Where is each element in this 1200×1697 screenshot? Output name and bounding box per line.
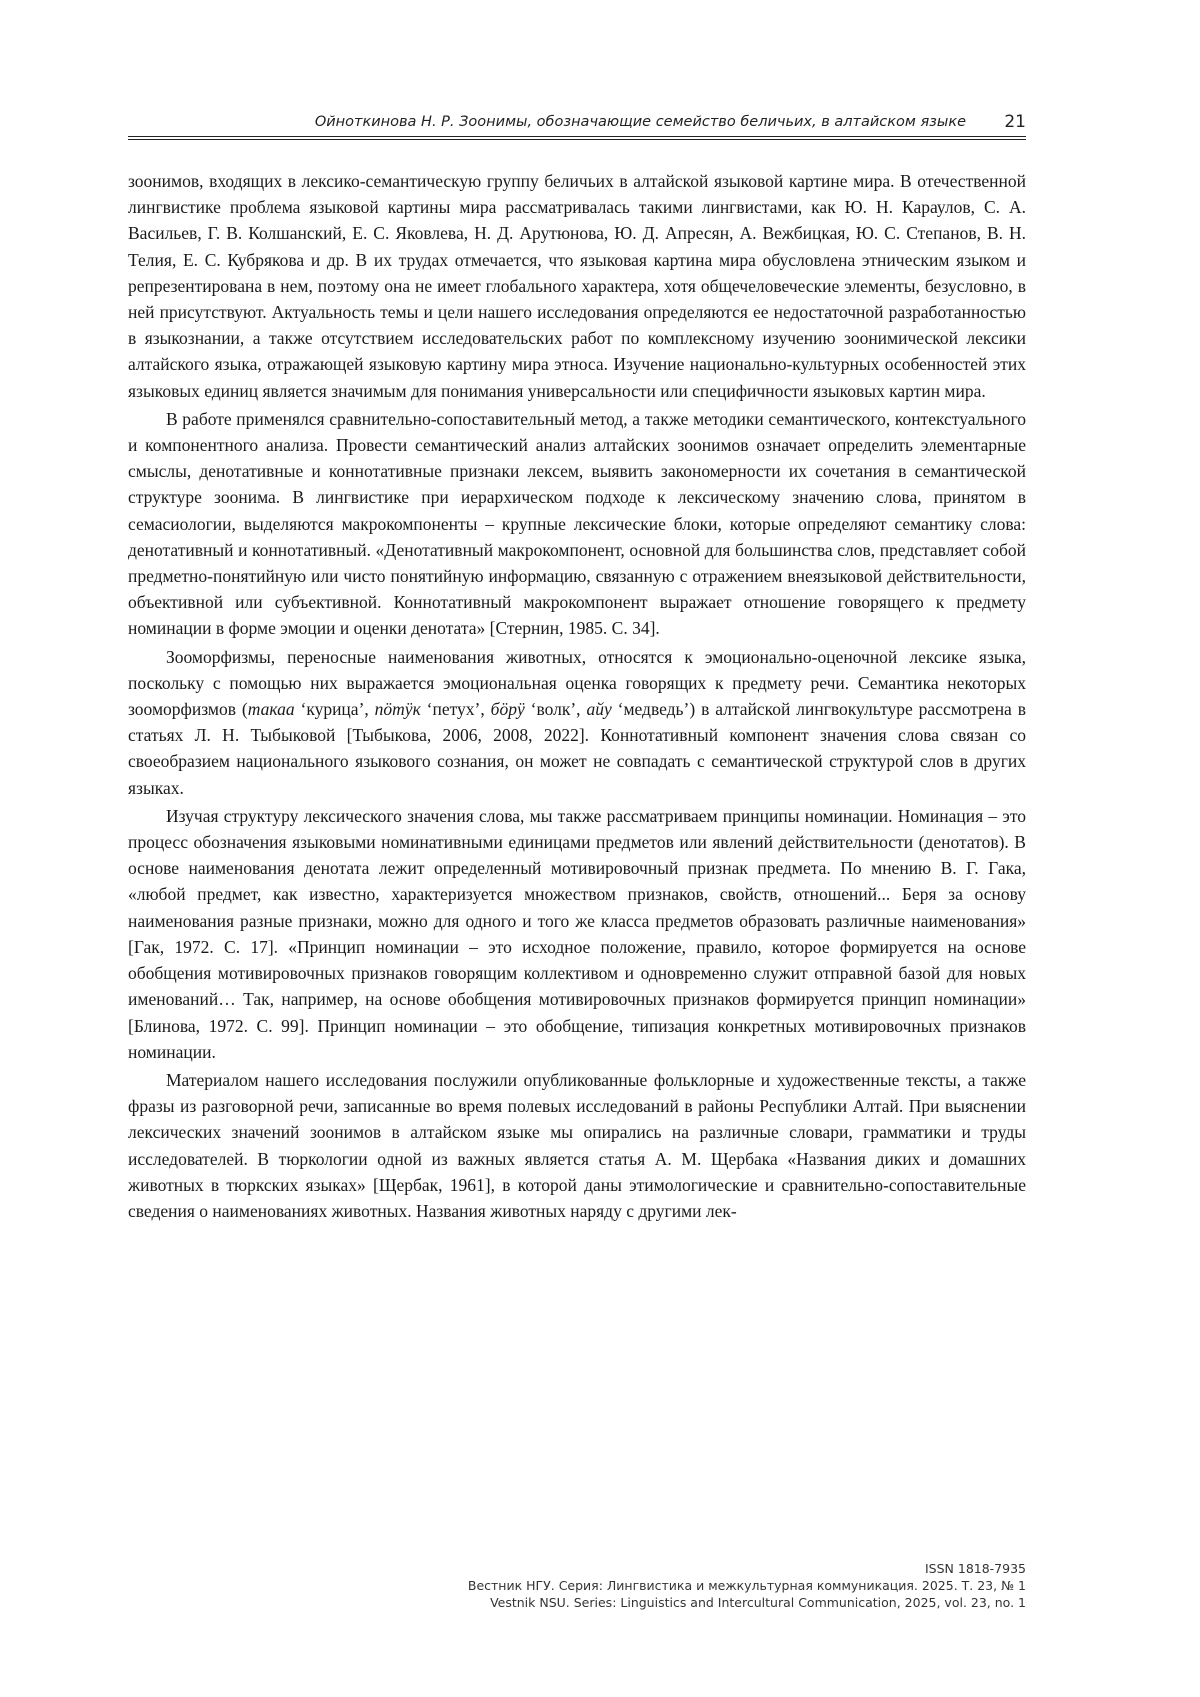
paragraph-1: зоонимов, входящих в лексико-семантическую группу беличьих в алтайской языковой картине мира. В отечественной лингвистике проблема языковой картины мира рассматривалась такими лингвистами, как Ю. Н. Караулов, С. А. Васильев, Г. В. Колшанский, Е. С. Яковлева, Н. Д. Арутюнова, Ю. Д. Апресян, А. Вежбицкая, Ю. С. Степанов, В. Н. Телия, Е. С. Кубрякова и др. В их трудах отмечается, что языковая картина мира обусловлена этническим языком и репрезентирована в нем, поэтому она не имеет глобального характера, хотя общечеловеческие элементы, безусловно, в ней присутствуют. Актуальность темы и цели нашего исследования определяются ее недостаточной разработанностью в языкознании, а также отсутствием исследовательских работ по комплексному изучению зоонимической лексики алтайского языка, отражающей языковую картину мира этноса. Изучение национально-культурных особенностей этих языковых единиц является значимым для понимания универсальности или специфичности языковых картин мира. <box>128 171 1026 401</box>
header-rule-thin <box>128 139 1026 140</box>
gloss-1: ‘курица’, <box>294 699 375 720</box>
article-body <box>128 168 1026 1224</box>
footer-journal-en: Vestnik NSU. Series: Linguistics and Intercultural Communication, 2025, vol. 23, no. 1 <box>490 1595 1026 1610</box>
footer-journal-ru: Вестник НГУ. Серия: Лингвистика и межкультурная коммуникация. 2025. Т. 23, № 1 <box>467 1578 1026 1593</box>
zoonym-potuk: пӧтӱк <box>374 699 421 720</box>
paragraph-3-text-b: ‘медведь’) в алтайской лингвокультуре рассмотрена в статьях Л. Н. Тыбыковой [Тыбыкова, 2006, 2008, 2022]. Коннотативный компонент значения слова связан со своеобразием национального языкового сознания, он может не совпадать с семантической структурой слов в других языках. <box>128 699 1026 798</box>
zoonym-ayu: айу <box>586 699 612 720</box>
zoonym-takaa: такаа <box>247 699 295 720</box>
gloss-3: ‘волк’, <box>524 699 587 720</box>
page-number: 21 <box>1004 112 1026 132</box>
zoonym-boru: бӧрӱ <box>490 699 525 720</box>
running-head <box>128 112 1026 138</box>
paragraph-3 <box>128 644 1026 801</box>
gloss-2: ‘петух’, <box>420 699 491 720</box>
page-footer <box>326 1560 1026 1611</box>
footer-issn: ISSN 1818-7935 <box>924 1561 1026 1576</box>
paragraph-5: Материалом нашего исследования послужили опубликованные фольклорные и художественные тексты, а также фразы из разговорной речи, записанные во время полевых исследований в районы Республики Алтай. При выяснении лексических значений зоонимов в алтайском языке мы опирались на различные словари, грамматики и труды исследователей. В тюркологии одной из важных является статья А. М. Щербака «Названия диких и домашних животных в тюркских языках» [Щербак, 1961], в которой даны этимологические и сравнительно-сопоставительные сведения о наименованиях животных. Названия животных наряду с другими лек- <box>128 1069 1026 1221</box>
paragraph-4: Изучая структуру лексического значения слова, мы также рассматриваем принципы номинации. Номинация – это процесс обозначения языковыми номинативными единицами предметов или явлений действительности (денотатов). В основе наименования денотата лежит определенный мотивировочный признак предмета. По мнению В. Г. Гака, «любой предмет, как известно, характеризуется множеством признаков, свойств, отношений... Беря за основу наименования разные признаки, можно для одного и того же класса предметов образовать различные наименования» [Гак, 1972. С. 17]. «Принцип номинации – это исходное положение, правило, которое формируется на основе обобщения мотивировочных признаков говорящим коллективом и одновременно служит отправной базой для новых именований… Так, например, на основе обобщения мотивировочных признаков формируется принцип номинации» [Блинова, 1972. С. 99]. Принцип номинации – это обобщение, типизация конкретных мотивировочных признаков номинации. <box>128 805 1026 1062</box>
header-rule-thick <box>128 136 1026 137</box>
paragraph-2: В работе применялся сравнительно-сопоставительный метод, а также методики семантического, контекстуального и компонентного анализа. Провести семантический анализ алтайских зоонимов означает определить элементарные смыслы, денотативные и коннотативные признаки лексем, выявить закономерности их сочетания в семантической структуре зоонима. В лингвистике при иерархическом подходе к лексическому значению слова, принятом в семасиологии, выделяются макрокомпоненты – крупные лексические блоки, которые определяют семантику слова: денотативный и коннотативный. «Денотативный макрокомпонент, основной для большинства слов, представляет собой предметно-понятийную или чисто понятийную информацию, связанную с отражением внеязыковой действительности, объективной или субъективной. Коннотативный макрокомпонент выражает отношение говорящего к предмету номинации в форме эмоции и оценки денотата» [Стернин, 1985. С. 34]. <box>128 408 1026 639</box>
running-title: Ойноткинова Н. Р. Зоонимы, обозначающие семейство беличьих, в алтайском языке <box>314 114 966 130</box>
paragraph-3-text-a: Зооморфизмы, переносные наименования животных, относятся к эмоционально-оценочной лексике языка, поскольку с помощью них выражается эмоциональная оценка говорящих к предмету речи. Семантика некоторых зооморфизмов ( <box>128 646 1026 720</box>
